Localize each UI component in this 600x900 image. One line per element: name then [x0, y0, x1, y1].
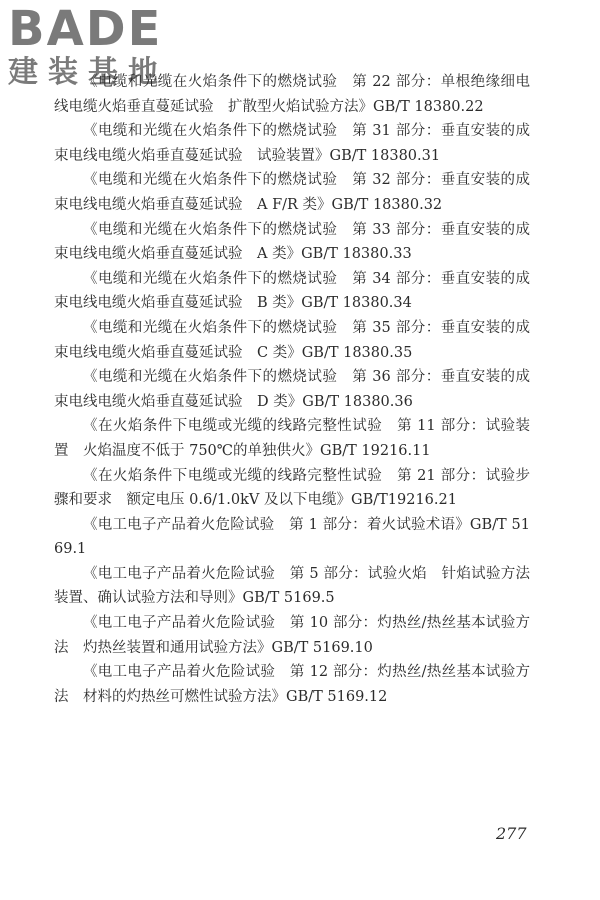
standard-entry: 《在火焰条件下电缆或光缆的线路完整性试验 第 21 部分：试验步骤和要求 额定电压 0.6/1.0kV 及以下电缆》GB/T19216.21: [54, 467, 530, 509]
logo-subtitle: 建装基地: [8, 55, 168, 90]
standard-entry: 《电缆和光缆在火焰条件下的燃烧试验 第 36 部分：垂直安装的成束电线电缆火焰垂直蔓延试验 D 类》GB/T 18380.36: [54, 369, 530, 410]
standard-entry: 《电工电子产品着火危险试验 第 1 部分：着火试验术语》GB/T 5169.1: [54, 516, 530, 558]
logo-wordmark: BADE: [8, 1, 163, 57]
standard-entry: 《电工电子产品着火危险试验 第 5 部分：试验火焰 针焰试验方法 装置、确认试验方法和导则》GB/T 5169.5: [54, 565, 545, 607]
standard-entry: 《电工电子产品着火危险试验 第 12 部分：灼热丝/热丝基本试验方法 材料的灼热丝可燃性试验方法》GB/T 5169.12: [54, 664, 530, 705]
standard-entry: 《电缆和光缆在火焰条件下的燃烧试验 第 31 部分：垂直安装的成束电线电缆火焰垂直蔓延试验 试验装置》GB/T 18380.31: [54, 123, 530, 164]
standard-entry: 《电缆和光缆在火焰条件下的燃烧试验 第 32 部分：垂直安装的成束电线电缆火焰垂直蔓延试验 A F/R 类》GB/T 18380.32: [54, 172, 530, 213]
standard-entry: 《电缆和光缆在火焰条件下的燃烧试验 第 35 部分：垂直安装的成束电线电缆火焰垂直蔓延试验 C 类》GB/T 18380.35: [54, 319, 530, 361]
standard-entry: 《在火焰条件下电缆或光缆的线路完整性试验 第 11 部分：试验装置 火焰温度不低于 750℃的单独供火》GB/T 19216.11: [54, 418, 530, 459]
standards-list: [54, 70, 545, 709]
page-number: 277: [496, 824, 527, 843]
standard-entry: 《电缆和光缆在火焰条件下的燃烧试验 第 33 部分：垂直安装的成束电线电缆火焰垂直蔓延试验 A 类》GB/T 18380.33: [54, 221, 530, 263]
standard-entry: 《电缆和光缆在火焰条件下的燃烧试验 第 22 部分：单根绝缘细电线电缆火焰垂直蔓延试验 扩散型火焰试验方法》GB/T 18380.22: [54, 74, 530, 115]
standard-entry: 《电工电子产品着火危险试验 第 10 部分：灼热丝/热丝基本试验方法 灼热丝装置和通用试验方法》GB/T 5169.10: [54, 615, 530, 656]
standard-entry: 《电缆和光缆在火焰条件下的燃烧试验 第 34 部分：垂直安装的成束电线电缆火焰垂直蔓延试验 B 类》GB/T 18380.34: [54, 270, 530, 312]
